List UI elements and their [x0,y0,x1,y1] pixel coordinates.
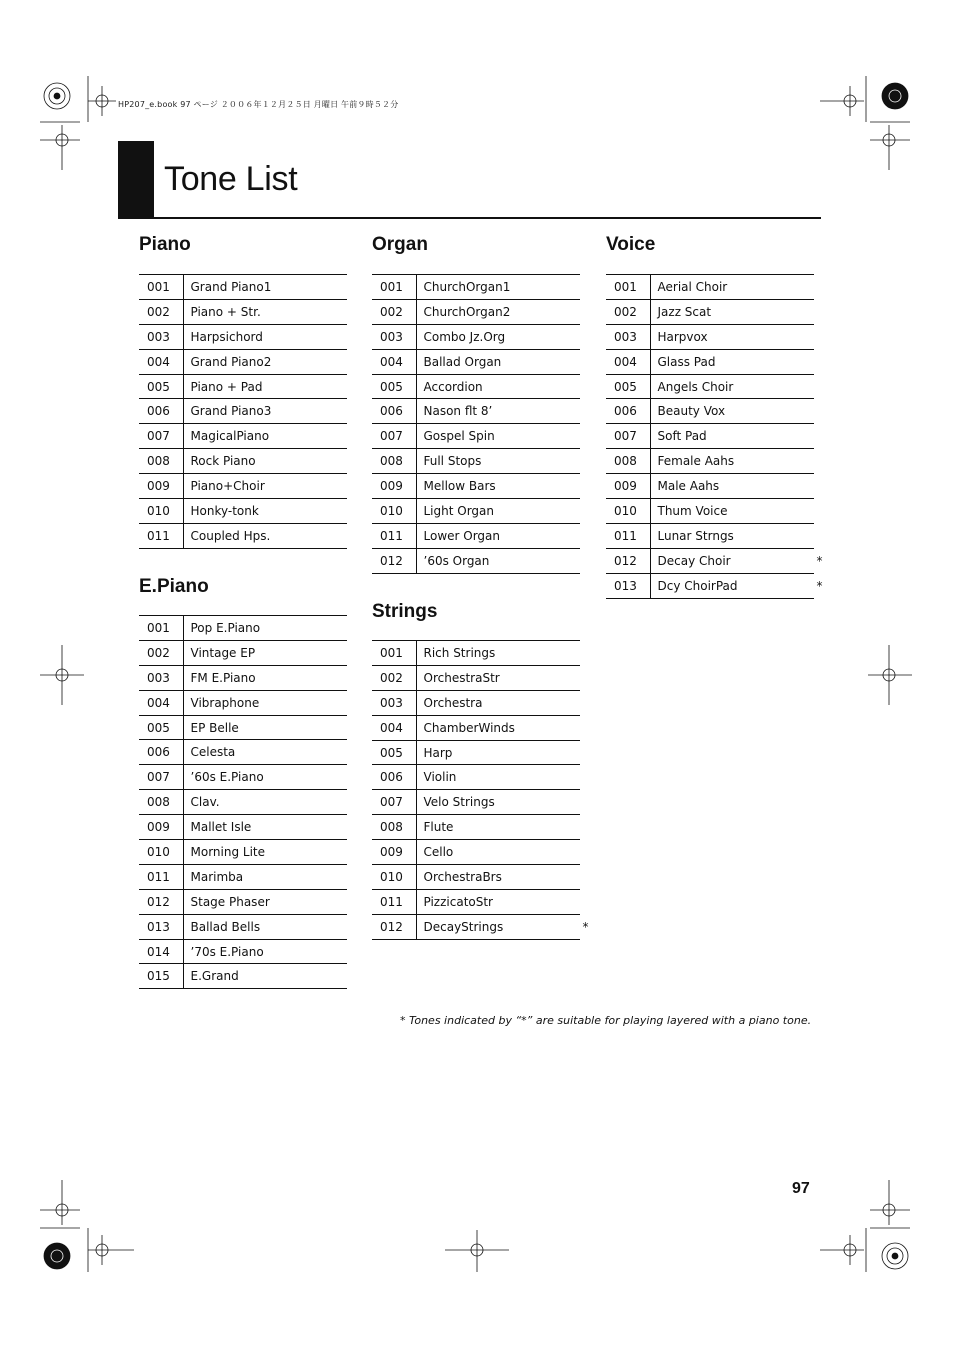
tone-number: 012 [372,548,416,573]
table-row [372,690,580,715]
tone-name: Piano + Pad [190,379,263,394]
tone-name-cell [650,449,814,474]
table-row [372,299,580,324]
tone-name: Marimba [190,869,244,884]
tone-number: 004 [606,349,650,374]
tone-name: Stage Phaser [190,894,270,909]
tone-name-cell [416,523,580,548]
tone-name: ’70s E.Piano [190,944,264,959]
title-rule [118,217,821,219]
tone-number: 011 [139,864,183,889]
tone-number: 013 [139,914,183,939]
table-row [372,740,580,765]
tone-number: 009 [139,474,183,499]
tone-name: Flute [423,820,454,835]
tone-name-cell [650,499,814,524]
tone-name-cell [416,374,580,399]
tone-number: 001 [372,275,416,300]
tone-name: Mallet Isle [190,820,252,835]
tone-name-cell [183,399,347,424]
layer-mark: * [582,919,589,934]
tone-name: Aerial Choir [657,279,728,294]
section-heading-piano: Piano [139,234,191,255]
tone-number: 002 [139,299,183,324]
table-row [606,548,814,573]
table-row [139,640,347,665]
tone-number: 006 [139,740,183,765]
tone-name-cell [183,640,347,665]
tone-number: 012 [372,914,416,939]
table-row [139,449,347,474]
table-row [139,815,347,840]
tone-name-cell [183,864,347,889]
tone-name-cell [416,740,580,765]
table-row [139,324,347,349]
tone-name-cell [416,889,580,914]
table-row [606,349,814,374]
table-row [372,914,580,939]
tone-name: Male Aahs [657,479,720,494]
tone-name-cell [416,790,580,815]
tone-number: 007 [139,424,183,449]
tone-name-cell [183,499,347,524]
tone-name-cell [416,424,580,449]
tone-number: 002 [372,299,416,324]
tone-name: Mellow Bars [423,479,496,494]
table-row [372,499,580,524]
tone-name: Pop E.Piano [190,620,261,635]
tone-name: ’60s E.Piano [190,770,264,785]
tone-number: 010 [606,499,650,524]
tone-name-cell [416,349,580,374]
tone-name: Harp [423,745,453,760]
table-row [606,499,814,524]
tone-name-cell [650,523,814,548]
table-row [139,349,347,374]
tone-name: Nason flt 8’ [423,404,493,419]
tone-number: 008 [139,449,183,474]
tone-name: ’60s Organ [423,553,490,568]
table-row [139,889,347,914]
tone-number: 007 [372,424,416,449]
tone-name: Combo Jz.Org [423,329,506,344]
tone-name: Decay Choir [657,553,731,568]
tone-name: Cello [423,845,454,860]
table-row [372,889,580,914]
table-row [606,449,814,474]
tone-name-cell [650,275,814,300]
tone-name: Vibraphone [190,695,260,710]
tone-number: 003 [606,324,650,349]
tone-number: 012 [139,889,183,914]
table-row [606,275,814,300]
tone-table-strings [372,640,589,940]
tone-name-cell [416,474,580,499]
tone-name: Ballad Organ [423,354,502,369]
tone-name: Piano+Choir [190,479,265,494]
tone-name: Light Organ [423,503,495,518]
tone-number: 001 [139,616,183,641]
tone-number: 004 [372,715,416,740]
tone-name-cell [183,790,347,815]
table-row [139,740,347,765]
tone-name: ChurchOrgan1 [423,279,511,294]
tone-name: Accordion [423,379,483,394]
table-row [606,299,814,324]
tone-name: Piano + Str. [190,304,261,319]
tone-number: 006 [372,765,416,790]
section-heading-epiano: E.Piano [139,576,209,597]
tone-name: Morning Lite [190,844,266,859]
tone-name: Rich Strings [423,645,496,660]
tone-name: Orchestra [423,695,483,710]
tone-name-cell [416,324,580,349]
table-row [139,275,347,300]
table-row [372,324,580,349]
tone-name-cell [183,474,347,499]
tone-name: Jazz Scat [657,304,712,319]
tone-name-cell [416,449,580,474]
tone-number: 014 [139,939,183,964]
tone-name-cell [183,715,347,740]
tone-name-cell [183,889,347,914]
tone-name-cell [416,641,580,666]
tone-name-cell [416,840,580,865]
tone-name-cell [650,548,823,573]
table-row [139,299,347,324]
tone-number: 008 [372,449,416,474]
tone-number: 003 [139,324,183,349]
table-row [372,449,580,474]
table-row [139,374,347,399]
tone-number: 009 [372,474,416,499]
table-row [139,616,347,641]
tone-number: 003 [372,324,416,349]
tone-number: 003 [372,690,416,715]
tone-number: 010 [139,499,183,524]
section-heading-voice: Voice [606,234,656,255]
tone-number: 006 [139,399,183,424]
tone-name: OrchestraStr [423,670,500,685]
table-row [372,715,580,740]
tone-name-cell [183,665,347,690]
tone-name-cell [650,299,814,324]
tone-name: Lower Organ [423,528,501,543]
table-row [139,939,347,964]
tone-number: 004 [139,349,183,374]
tone-name-cell [183,939,347,964]
table-row [372,275,580,300]
tone-name-cell [650,573,823,598]
tone-number: 011 [372,889,416,914]
tone-name: E.Grand [190,969,239,984]
page-number: 97 [792,1180,810,1197]
tone-name: EP Belle [190,720,239,735]
footnote: * Tones indicated by “*” are suitable for playing layered with a piano tone. [400,1014,812,1027]
tone-number: 013 [606,573,650,598]
table-row [372,790,580,815]
tone-number: 007 [606,424,650,449]
tone-name: ChurchOrgan2 [423,304,511,319]
tone-name: Grand Piano1 [190,279,272,294]
tone-name-cell [183,616,347,641]
tone-number: 009 [372,840,416,865]
tone-number: 002 [372,665,416,690]
tone-name-cell [416,499,580,524]
tone-name: Harpsichord [190,329,263,344]
table-row [372,815,580,840]
table-row [139,840,347,865]
tone-name-cell [183,914,347,939]
tone-number: 003 [139,665,183,690]
tone-name: PizzicatoStr [423,894,493,909]
tone-name: Lunar Strngs [657,528,734,543]
table-row [372,349,580,374]
table-row [606,399,814,424]
tone-name-cell [650,374,814,399]
tone-name-cell [416,765,580,790]
tone-number: 007 [372,790,416,815]
table-row [139,914,347,939]
tone-name: Thum Voice [657,503,728,518]
tone-table-piano [139,274,347,549]
tone-number: 007 [139,765,183,790]
table-row [372,399,580,424]
tone-name-cell [183,740,347,765]
tone-name: Violin [423,770,457,785]
tone-number: 006 [372,399,416,424]
tone-name-cell [183,275,347,300]
table-row [606,374,814,399]
tone-name-cell [416,299,580,324]
tone-number: 010 [139,840,183,865]
tone-name: MagicalPiano [190,429,270,444]
tone-name-cell [650,324,814,349]
table-row [139,715,347,740]
tone-number: 005 [139,374,183,399]
tone-name-cell [650,424,814,449]
tone-name: Gospel Spin [423,429,495,444]
tone-name-cell [183,299,347,324]
tone-number: 012 [606,548,650,573]
tone-name: Soft Pad [657,429,707,444]
tone-name-cell [183,840,347,865]
table-row [606,424,814,449]
table-row [606,474,814,499]
tone-name: Grand Piano3 [190,404,272,419]
tone-number: 011 [372,523,416,548]
tone-number: 009 [139,815,183,840]
tone-number: 001 [606,275,650,300]
tone-name-cell [416,548,580,573]
table-row [139,474,347,499]
tone-name: Velo Strings [423,795,495,810]
table-row [139,665,347,690]
tone-name: Honky-tonk [190,503,259,518]
tone-name: FM E.Piano [190,670,256,685]
tone-name: Dcy ChoirPad [657,578,738,593]
tone-name: Coupled Hps. [190,528,271,543]
tone-number: 008 [606,449,650,474]
page-title: Tone List [164,160,298,198]
table-row [139,499,347,524]
tone-name-cell [416,815,580,840]
table-row [372,523,580,548]
table-row [139,765,347,790]
table-row [139,690,347,715]
tone-number: 004 [372,349,416,374]
tone-name: Beauty Vox [657,404,726,419]
title-block-bar [118,141,154,219]
tone-name: Grand Piano2 [190,354,272,369]
table-row [139,523,347,548]
tone-number: 010 [372,865,416,890]
tone-name: OrchestraBrs [423,869,502,884]
tone-number: 005 [139,715,183,740]
tone-number: 001 [372,641,416,666]
tone-name-cell [183,964,347,989]
tone-number: 010 [372,499,416,524]
tone-name-cell [183,374,347,399]
tone-name: Clav. [190,795,220,810]
tone-name-cell [416,275,580,300]
layer-mark: * [816,578,823,593]
tone-name: Harpvox [657,329,708,344]
tone-name: Ballad Bells [190,919,261,934]
tone-name-cell [183,765,347,790]
table-row [606,324,814,349]
tone-name: Celesta [190,745,236,760]
tone-name-cell [416,914,589,939]
tone-name-cell [183,815,347,840]
section-heading-organ: Organ [372,234,428,255]
table-row [139,964,347,989]
tone-number: 001 [139,275,183,300]
tone-name: Rock Piano [190,454,256,469]
table-row [606,573,814,598]
tone-number: 011 [139,523,183,548]
table-row [372,641,580,666]
tone-name: Angels Choir [657,379,734,394]
tone-name: Glass Pad [657,354,716,369]
tone-number: 011 [606,523,650,548]
tone-number: 009 [606,474,650,499]
table-row [372,665,580,690]
section-heading-strings: Strings [372,601,438,622]
tone-table-voice [606,274,823,599]
tone-number: 006 [606,399,650,424]
tone-name-cell [416,690,580,715]
layer-mark: * [816,553,823,568]
table-row [606,523,814,548]
tone-number: 008 [139,790,183,815]
tone-number: 005 [372,374,416,399]
table-row [372,374,580,399]
tone-name: Full Stops [423,454,482,469]
tone-name-cell [183,690,347,715]
tone-table-epiano [139,615,347,989]
tone-table-organ [372,274,580,574]
tone-number: 004 [139,690,183,715]
table-row [372,765,580,790]
table-row [139,790,347,815]
tone-name-cell [183,523,347,548]
table-row [372,840,580,865]
table-row [139,399,347,424]
tone-name: Female Aahs [657,454,735,469]
tone-name: ChamberWinds [423,720,515,735]
table-row [372,865,580,890]
tone-number: 015 [139,964,183,989]
table-row [139,864,347,889]
tone-name-cell [650,399,814,424]
file-info-header: HP207_e.book 97 ページ ２００６年１２月２５日 月曜日 午前９時５２分 [118,100,399,109]
tone-number: 008 [372,815,416,840]
tone-name-cell [416,715,580,740]
tone-name-cell [416,665,580,690]
tone-name: DecayStrings [423,919,504,934]
tone-number: 002 [606,299,650,324]
tone-number: 005 [372,740,416,765]
tone-name-cell [183,349,347,374]
tone-name-cell [650,349,814,374]
tone-number: 005 [606,374,650,399]
tone-name-cell [650,474,814,499]
table-row [372,424,580,449]
tone-number: 002 [139,640,183,665]
tone-name-cell [416,399,580,424]
tone-name-cell [183,324,347,349]
tone-name: Vintage EP [190,645,256,660]
tone-name-cell [416,865,580,890]
tone-name-cell [183,449,347,474]
tone-name-cell [183,424,347,449]
table-row [372,548,580,573]
table-row [372,474,580,499]
table-row [139,424,347,449]
